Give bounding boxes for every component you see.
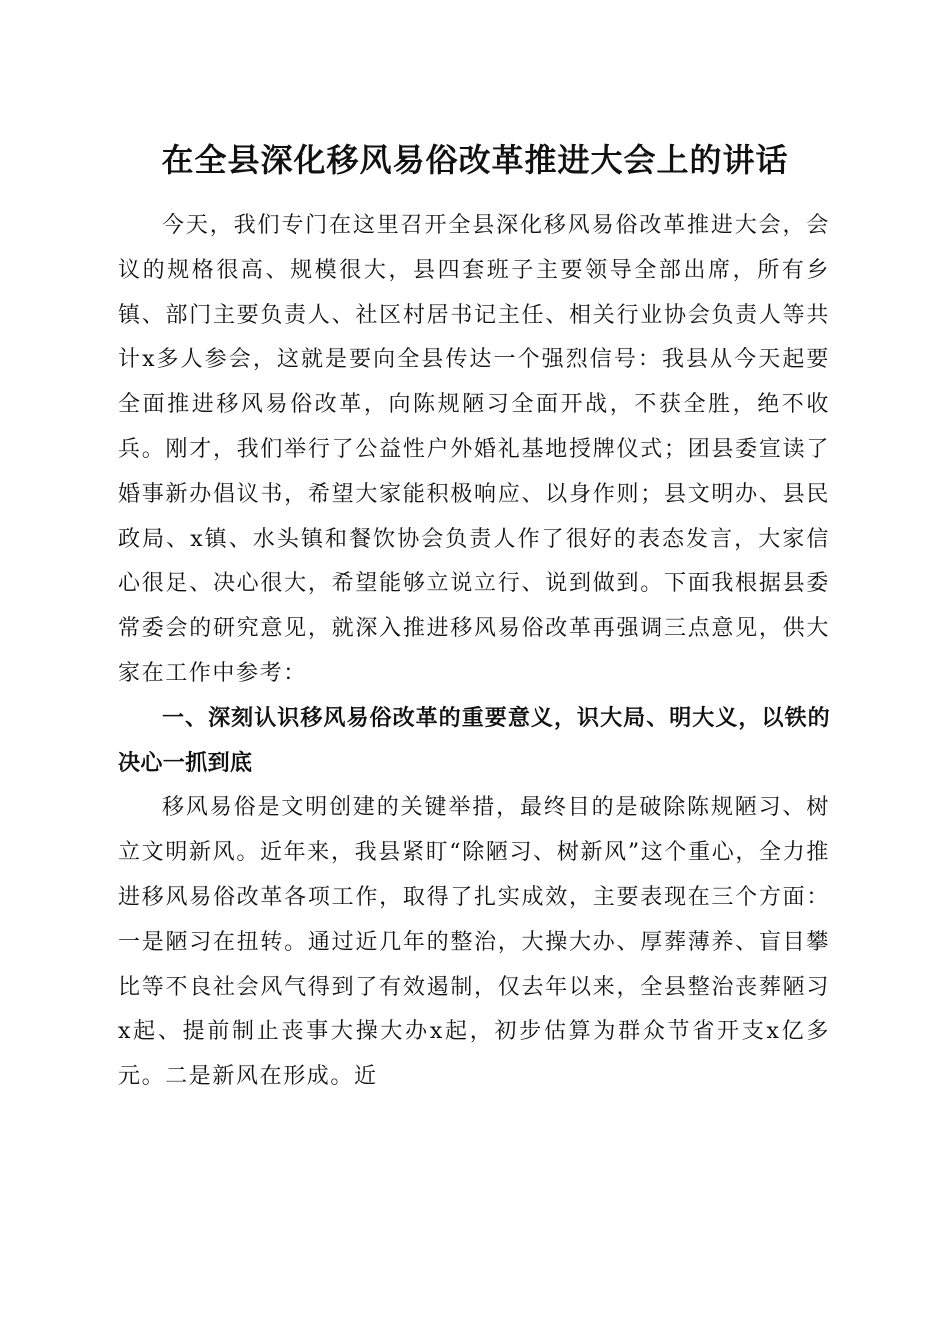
document-title: 在全县深化移风易俗改革推进大会上的讲话 <box>161 141 789 179</box>
intro-paragraph: 今天，我们专门在这里召开全县深化移风易俗改革推进大会，会议的规格很高、规模很大，县四套班子主要领导全部出席，所有乡镇、部门主要负责人、社区村居书记主任、相关行业协会负责人等共计x多人参会，这就是要向全县传达一个强烈信号：我县从今天起要全面推进移风易俗改革，向陈规陋习全面开战，不获全胜，绝不收兵。刚才，我们举行了公益性户外婚礼基地授牌仪式；团县委宣读了婚事新办倡议书，希望大家能积极响应、以身作则；县文明办、县民政局、x镇、水头镇和餐饮协会负责人作了很好的表态发言，大家信心很足、决心很大，希望能够立说立行、说到做到。下面我根据县委常委会的研究意见，就深入推进移风易俗改革再强调三点意见，供大家在工作中参考： <box>118 213 830 686</box>
section-heading-1: 一、深刻认识移风易俗改革的重要意义，识大局、明大义，以铁的决心一抓到底 <box>118 705 830 776</box>
document-body <box>118 204 830 1100</box>
section-paragraph: 移风易俗是文明创建的关键举措，最终目的是破除陈规陋习、树立文明新风。近年来，我县紧盯“除陋习、树新风”这个重心，全力推进移风易俗改革各项工作，取得了扎实成效，主要表现在三个方面：一是陋习在扭转。通过近几年的整治，大操大办、厚葬薄养、盲目攀比等不良社会风气得到了有效遏制，仅去年以来，全县整治丧葬陋习x起、提前制止丧事大操大办x起，初步估算为群众节省开支x亿多元。二是新风在形成。近 <box>118 795 830 1090</box>
